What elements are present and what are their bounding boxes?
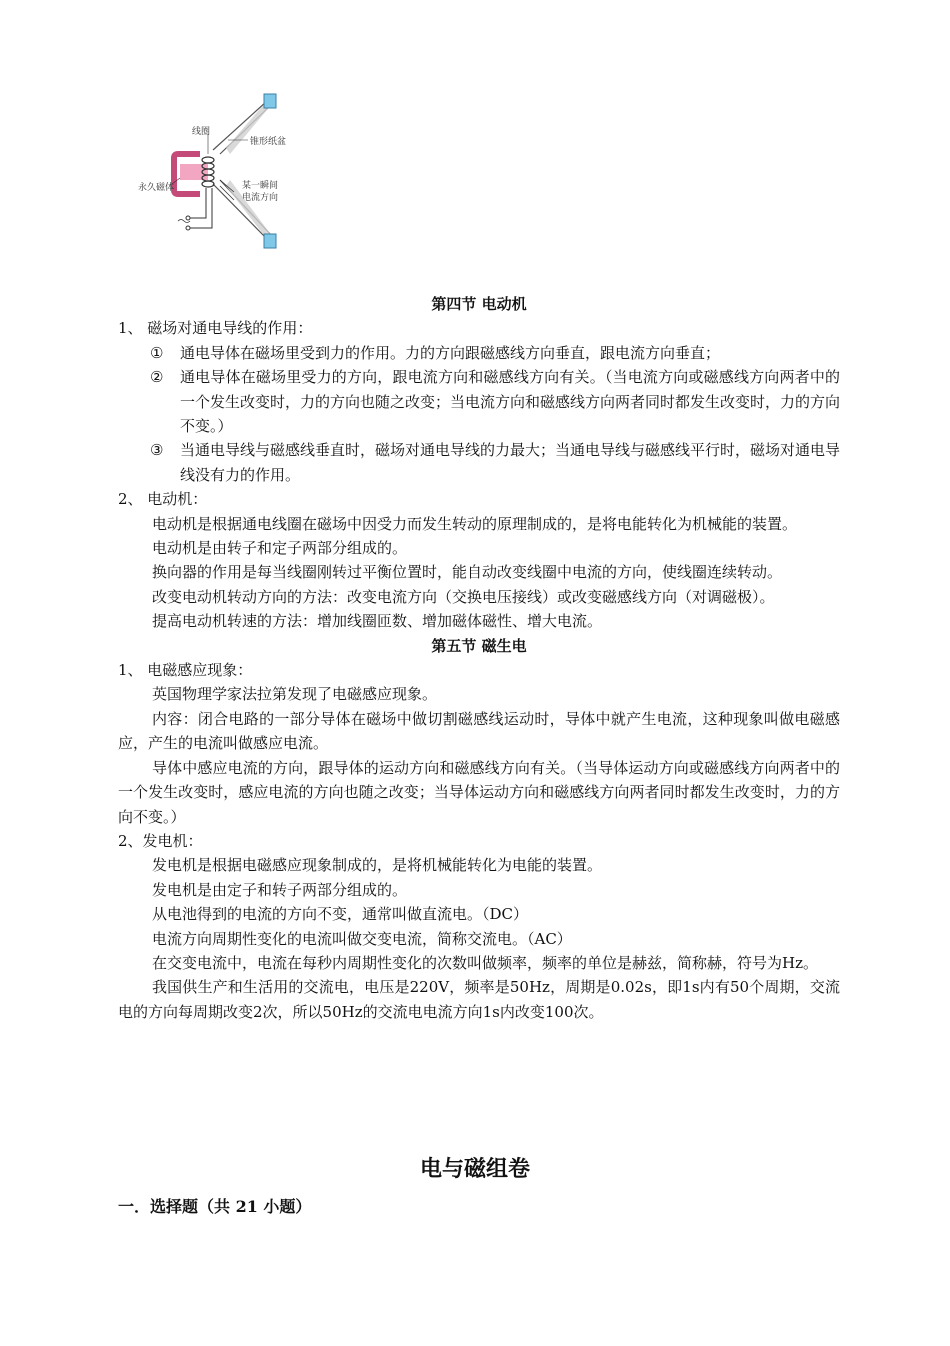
paragraph: 换向器的作用是每当线圈刚转过平衡位置时，能自动改变线圈中电流的方向，使线圈连续转动。 bbox=[152, 563, 783, 582]
sub-text: 当通电导线与磁感线垂直时，磁场对通电导线的力最大；当通电导线与磁感线平行时，磁场对通电导线没有力的作用。 bbox=[180, 441, 841, 484]
section5-item1-heading: 1、 电磁感应现象： bbox=[118, 661, 253, 680]
coil-label: 线圈 bbox=[192, 127, 211, 137]
magnet-label: 永久磁体 bbox=[138, 183, 175, 193]
section4-item1-sub3 bbox=[118, 438, 840, 487]
paragraph: 电动机是根据通电线圈在磁场中因受力而发生转动的原理制成的，是将电能转化为机械能的装置。 bbox=[152, 514, 798, 533]
sub-text: 通电导体在磁场里受力的方向，跟电流方向和磁感线方向有关。（当电流方向或磁感线方向两者中的一个发生改变时，力的方向也随之改变；当电流方向和磁感线方向两者同时都发生改变时，力的方向不变。） bbox=[180, 368, 841, 436]
notes-content bbox=[118, 292, 840, 1024]
sub-marker: ② bbox=[150, 368, 164, 387]
paragraph: 提高电动机转速的方法：增加线圈匝数、增加磁体磁性、增大电流。 bbox=[152, 612, 603, 631]
section4-item2-heading: 2、 电动机： bbox=[118, 490, 208, 509]
speaker-diagram bbox=[138, 88, 318, 260]
paragraph: 电动机是由转子和定子两部分组成的。 bbox=[152, 539, 408, 558]
paragraph: 内容：闭合电路的一部分导体在磁场中做切割磁感线运动时，导体中就产生电流，这种现象叫做电磁感应，产生的电流叫做感应电流。 bbox=[118, 709, 840, 753]
sub-text: 通电导体在磁场里受到力的作用。力的方向跟磁感线方向垂直，跟电流方向垂直； bbox=[180, 343, 721, 362]
sub-marker: ③ bbox=[150, 441, 164, 460]
section4-item1-sub2 bbox=[118, 365, 840, 438]
section5-item2-heading: 2、发电机： bbox=[118, 831, 203, 850]
paragraph: 改变电动机转动方向的方法：改变电流方向（交换电压接线）或改变磁感线方向（对调磁极）。 bbox=[152, 587, 775, 606]
current-direction-label-1: 某一瞬间 bbox=[242, 181, 279, 191]
section5-title: 第五节 磁生电 bbox=[431, 636, 527, 655]
paragraph: 发电机是由定子和转子两部分组成的。 bbox=[152, 880, 408, 899]
paragraph: 英国物理学家法拉第发现了电磁感应现象。 bbox=[152, 685, 438, 704]
section4-title: 第四节 电动机 bbox=[431, 295, 527, 313]
paragraph: 在交变电流中，电流在每秒内周期性变化的次数叫做频率，频率的单位是赫兹，简称赫，符号为Hz。 bbox=[152, 953, 818, 972]
section4-item1-sub1 bbox=[118, 341, 840, 365]
cone-label: 锥形纸盆 bbox=[250, 137, 287, 147]
exam-part1-title: 一．选择题（共 21 小题） bbox=[118, 1197, 312, 1216]
paragraph: 我国供生产和生活用的交流电，电压是220V，频率是50Hz，周期是0.02s，即1s内有50个周期，交流电的方向每周期改变2次，所以50Hz的交流电电流方向1s内改变100次。 bbox=[118, 978, 840, 1021]
exam-title: 电与磁组卷 bbox=[419, 1156, 530, 1182]
sub-marker: ① bbox=[150, 343, 164, 362]
section4-item1-heading: 1、 磁场对通电导线的作用： bbox=[118, 319, 313, 338]
current-direction-label-2: 电流方向 bbox=[242, 193, 279, 203]
paragraph: 从电池得到的电流的方向不变，通常叫做直流电。（DC） bbox=[152, 905, 529, 924]
paragraph: 导体中感应电流的方向，跟导体的运动方向和磁感线方向有关。（当导体运动方向或磁感线方向两者中的一个发生改变时，感应电流的方向也随之改变；当导体运动方向和磁感线方向两者同时都发生改变时，力的方向不变。） bbox=[118, 758, 840, 826]
paragraph: 电流方向周期性变化的电流叫做交变电流，简称交流电。（AC） bbox=[152, 929, 572, 948]
paragraph: 发电机是根据电磁感应现象制成的，是将机械能转化为电能的装置。 bbox=[152, 856, 603, 875]
